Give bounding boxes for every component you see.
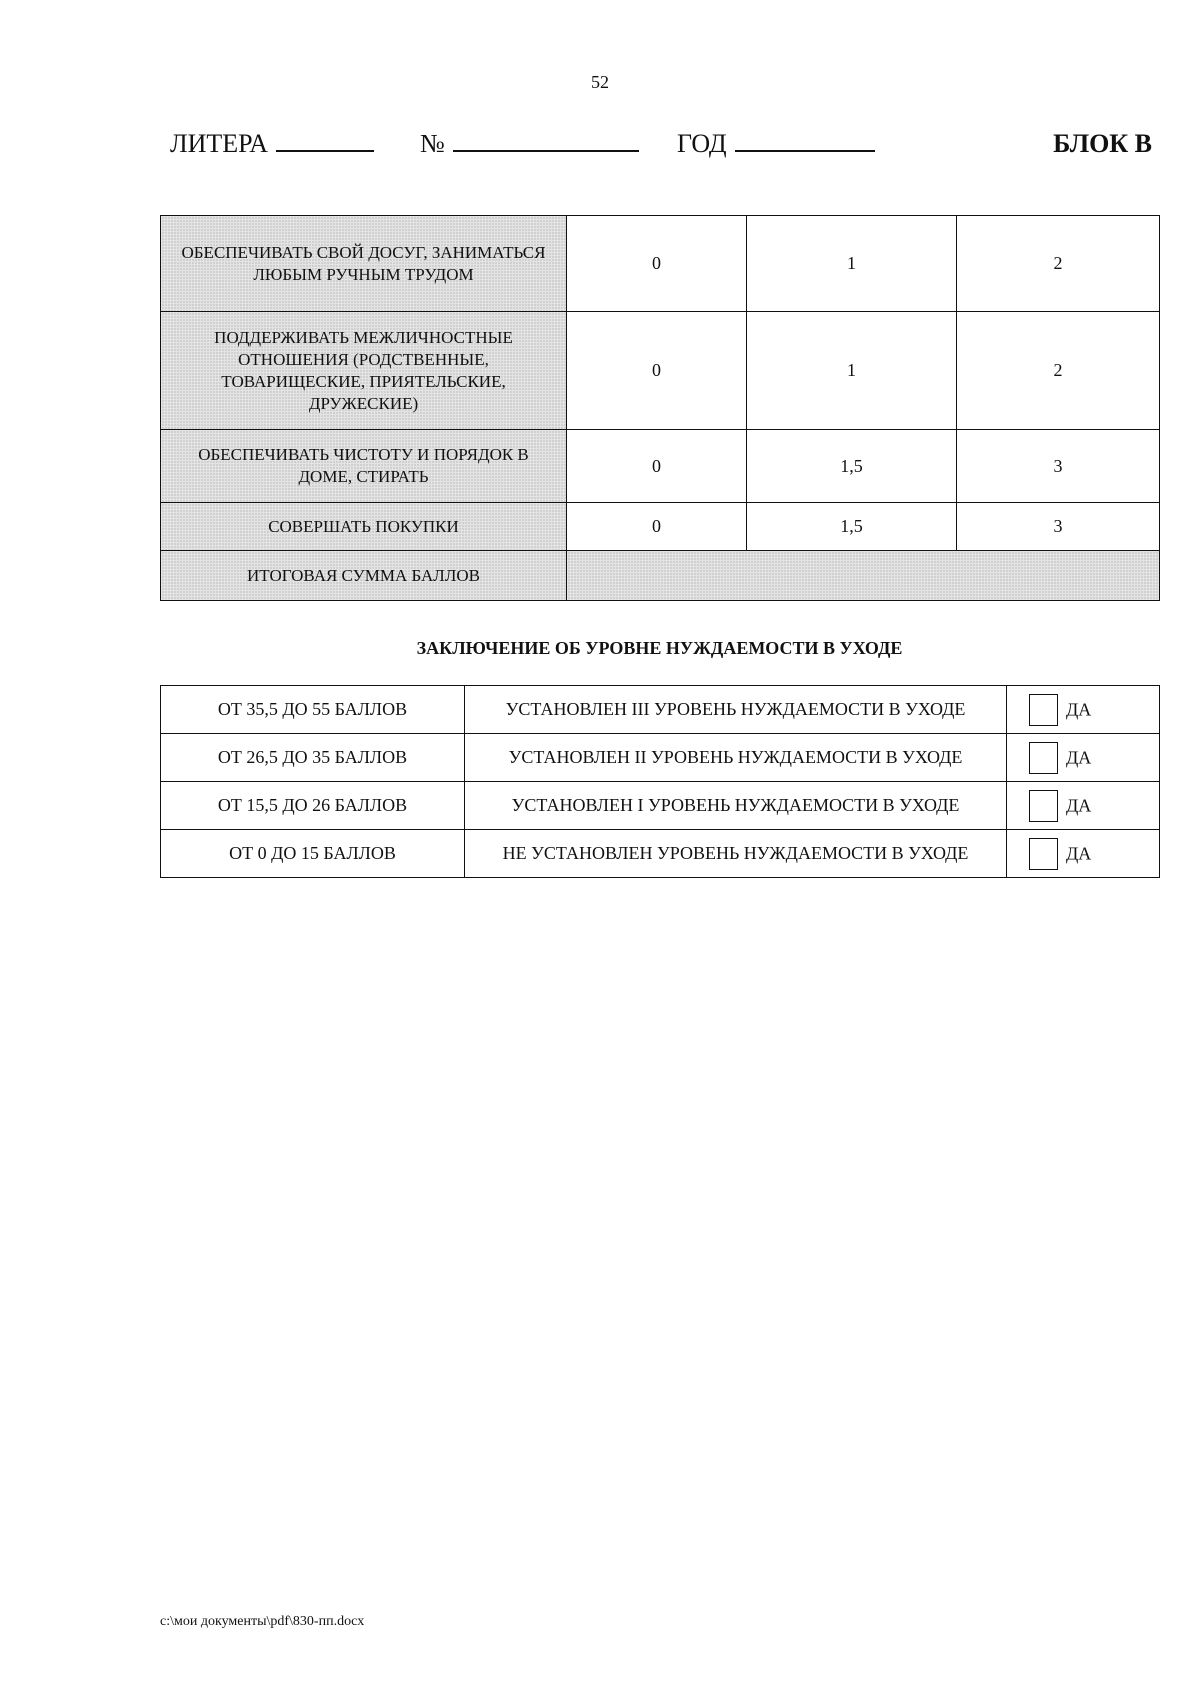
number-blank[interactable]: [453, 124, 639, 152]
number-label: №: [420, 129, 445, 158]
file-path: c:\мои документы\pdf\830-пп.docx: [160, 1614, 365, 1629]
litera-blank[interactable]: [276, 124, 374, 152]
total-row: [161, 551, 1160, 601]
block-title: БЛОК В: [1053, 129, 1152, 158]
care-level-result: НЕ УСТАНОВЛЕН УРОВЕНЬ НУЖДАЕМОСТИ В УХОДЕ: [465, 830, 1007, 878]
score-cell: 1,5: [747, 430, 957, 503]
litera-field: [170, 124, 374, 164]
yes-option: [1007, 782, 1160, 830]
activity-label: ОБЕСПЕЧИВАТЬ СВОЙ ДОСУГ, ЗАНИМАТЬСЯ ЛЮБЫМ РУЧНЫМ ТРУДОМ: [161, 216, 567, 312]
checkbox[interactable]: [1029, 742, 1058, 774]
activity-label: СОВЕРШАТЬ ПОКУПКИ: [161, 503, 567, 551]
yes-label: ДА: [1066, 699, 1092, 719]
score-table: [160, 215, 1160, 601]
conclusion-title: ЗАКЛЮЧЕНИЕ ОБ УРОВНЕ НУЖДАЕМОСТИ В УХОДЕ: [416, 638, 903, 658]
score-range: ОТ 26,5 ДО 35 БАЛЛОВ: [161, 734, 465, 782]
checkbox[interactable]: [1029, 694, 1058, 726]
care-level-result: УСТАНОВЛЕН I УРОВЕНЬ НУЖДАЕМОСТИ В УХОДЕ: [465, 782, 1007, 830]
score-cell: 2: [957, 312, 1160, 430]
year-blank[interactable]: [735, 124, 875, 152]
score-range: ОТ 15,5 ДО 26 БАЛЛОВ: [161, 782, 465, 830]
score-cell: 0: [567, 503, 747, 551]
score-range: ОТ 35,5 ДО 55 БАЛЛОВ: [161, 686, 465, 734]
table-row: [161, 686, 1160, 734]
yes-label: ДА: [1066, 795, 1092, 815]
score-cell: 3: [957, 430, 1160, 503]
conclusion-table: [160, 685, 1160, 878]
score-cell: 0: [567, 312, 747, 430]
number-field: [420, 124, 639, 164]
score-cell: 0: [567, 216, 747, 312]
checkbox[interactable]: [1029, 790, 1058, 822]
year-label: ГОД: [677, 129, 727, 158]
table-row: [161, 430, 1160, 503]
score-cell: 1: [747, 216, 957, 312]
table-row: [161, 503, 1160, 551]
score-cell: 3: [957, 503, 1160, 551]
score-cell: 2: [957, 216, 1160, 312]
activity-label: ПОДДЕРЖИВАТЬ МЕЖЛИЧНОСТНЫЕ ОТНОШЕНИЯ (РОДСТВЕННЫЕ, ТОВАРИЩЕСКИЕ, ПРИЯТЕЛЬСКИЕ, ДРУЖЕСКИЕ): [161, 312, 567, 430]
yes-option: [1007, 734, 1160, 782]
checkbox[interactable]: [1029, 838, 1058, 870]
table-row: [161, 312, 1160, 430]
form-header: [170, 124, 1152, 164]
score-range: ОТ 0 ДО 15 БАЛЛОВ: [161, 830, 465, 878]
litera-label: ЛИТЕРА: [170, 129, 269, 158]
yes-option: [1007, 830, 1160, 878]
score-cell: 1: [747, 312, 957, 430]
score-cell: 0: [567, 430, 747, 503]
year-field: [677, 124, 875, 164]
yes-option: [1007, 686, 1160, 734]
table-row: [161, 830, 1160, 878]
yes-label: ДА: [1066, 843, 1092, 863]
table-row: [161, 734, 1160, 782]
page-number: 52: [591, 72, 609, 92]
care-level-result: УСТАНОВЛЕН II УРОВЕНЬ НУЖДАЕМОСТИ В УХОДЕ: [465, 734, 1007, 782]
total-label: ИТОГОВАЯ СУММА БАЛЛОВ: [161, 551, 567, 601]
yes-label: ДА: [1066, 747, 1092, 767]
table-row: [161, 782, 1160, 830]
activity-label: ОБЕСПЕЧИВАТЬ ЧИСТОТУ И ПОРЯДОК В ДОМЕ, СТИРАТЬ: [161, 430, 567, 503]
table-row: [161, 216, 1160, 312]
score-cell: 1,5: [747, 503, 957, 551]
care-level-result: УСТАНОВЛЕН III УРОВЕНЬ НУЖДАЕМОСТИ В УХОДЕ: [465, 686, 1007, 734]
total-value-field[interactable]: [567, 551, 1160, 601]
